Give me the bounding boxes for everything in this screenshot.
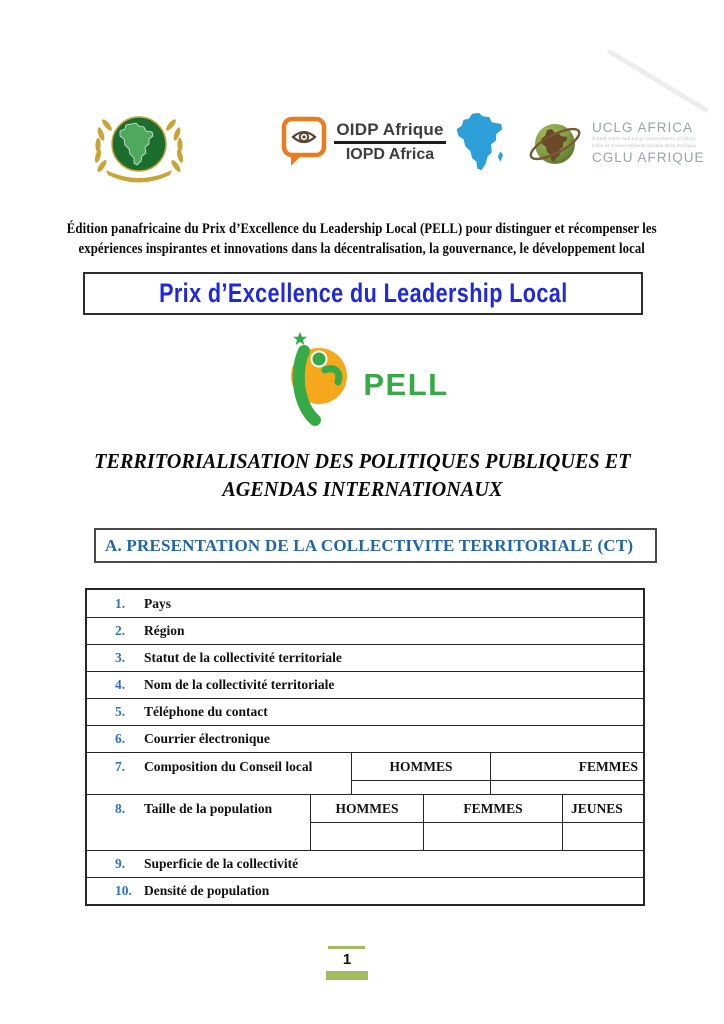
population-subtable [311,795,643,850]
row-label-cell [87,753,352,794]
table-row-telephone [87,698,643,725]
composition-col-hommes: HOMMES [389,758,453,774]
row-number: 7. [115,758,126,774]
footer-accent-line [328,946,365,949]
population-header-row [311,795,643,822]
row-number: 9. [115,856,126,871]
composition-subtable [352,753,643,794]
pell-wordmark: PELL [363,367,449,402]
scan-fold-artifact [598,38,718,122]
intro-line2: expériences inspirantes et innovations dans la décentralisation, la gouvernance, le développement local [78,241,646,257]
population-col-femmes: FEMMES [423,795,562,822]
population-femmes-input-cell [423,823,562,850]
composition-hommes-input-cell [352,781,490,794]
page-number: 1 [342,951,352,968]
population-col-hommes: HOMMES [335,800,399,816]
heading-line1: TERRITORIALISATION DES POLITIQUES PUBLIQUES ET [93,449,631,473]
table-row-region [87,617,643,644]
row-label-cell [87,795,311,850]
oidp-logo [281,112,505,172]
oidp-speech-bubble-eye-icon [281,116,327,168]
row-label: Téléphone du contact [144,704,268,719]
row-label: Pays [144,595,171,611]
composition-value-row [352,780,643,794]
population-value-row [311,822,643,850]
population-col-jeunes: JEUNES [562,795,643,822]
table-row-pays [87,590,643,617]
presentation-form-table [85,588,645,906]
row-number: 5. [115,704,126,719]
section-a-header: A. PRESENTATION DE LA COLLECTIVITE TERRITORIALE (CT) [94,528,657,563]
pell-figure-icon [275,332,361,426]
table-row-nom [87,671,643,698]
row-number: 2. [115,623,126,638]
oidp-line2: IOPD Africa [345,145,435,163]
intro-line1: Édition panafricaine du Prix d’Excellence du Leadership Local (PELL) pour distinguer et récompenser les [67,221,657,237]
oidp-wordmark [334,120,446,163]
row-label: Région [144,623,185,638]
row-label: Composition du Conseil local [144,758,313,774]
uclg-subtitle-fr: Cités et Gouvernements Locaux Unis d'Afrique [592,142,697,148]
row-label: Taille de la population [144,800,273,816]
uclg-wordmark [592,121,705,164]
intro-paragraph [0,219,724,259]
population-hommes-input-cell [311,823,423,850]
document-heading [0,447,724,503]
table-row-composition-conseil [87,752,643,794]
population-jeunes-input-cell [562,823,643,850]
oidp-divider [334,141,446,143]
uclg-line1: UCLG AFRICA [592,120,694,136]
table-row-densite [87,877,643,904]
uclg-subtitle-en: United Cities and Local Governments of Africa [592,135,695,141]
row-number: 6. [115,731,126,746]
pell-logo [0,332,724,426]
composition-femmes-input-cell [490,781,643,794]
uclg-line2: CGLU AFRIQUE [592,150,705,166]
award-title-banner [83,272,643,315]
row-number: 10. [115,883,132,898]
uclg-africa-logo [527,114,705,172]
footer-accent-bar [326,971,368,980]
award-title: Prix d’Excellence du Leadership Local [158,278,568,308]
row-label: Statut de la collectivité territoriale [144,650,342,665]
africa-map-icon [453,112,505,172]
row-number: 8. [115,800,126,816]
row-label: Nom de la collectivité territoriale [144,677,335,692]
row-label: Superficie de la collectivité [144,856,299,871]
row-number: 3. [115,650,126,665]
row-number: 1. [115,595,126,611]
table-row-statut [87,644,643,671]
row-number: 4. [115,677,126,692]
oidp-line1: OIDP Afrique [336,120,444,140]
table-row-taille-population [87,794,643,850]
composition-col-femmes: FEMMES [490,753,643,780]
heading-line2: AGENDAS INTERNATIONAUX [221,477,503,501]
african-union-logo-icon [86,108,192,190]
row-label: Courrier électronique [144,731,270,746]
table-row-superficie [87,850,643,877]
uclg-globe-icon [527,114,585,172]
composition-header-row [352,753,643,780]
row-label: Densité de population [144,883,270,898]
table-row-courriel [87,725,643,752]
